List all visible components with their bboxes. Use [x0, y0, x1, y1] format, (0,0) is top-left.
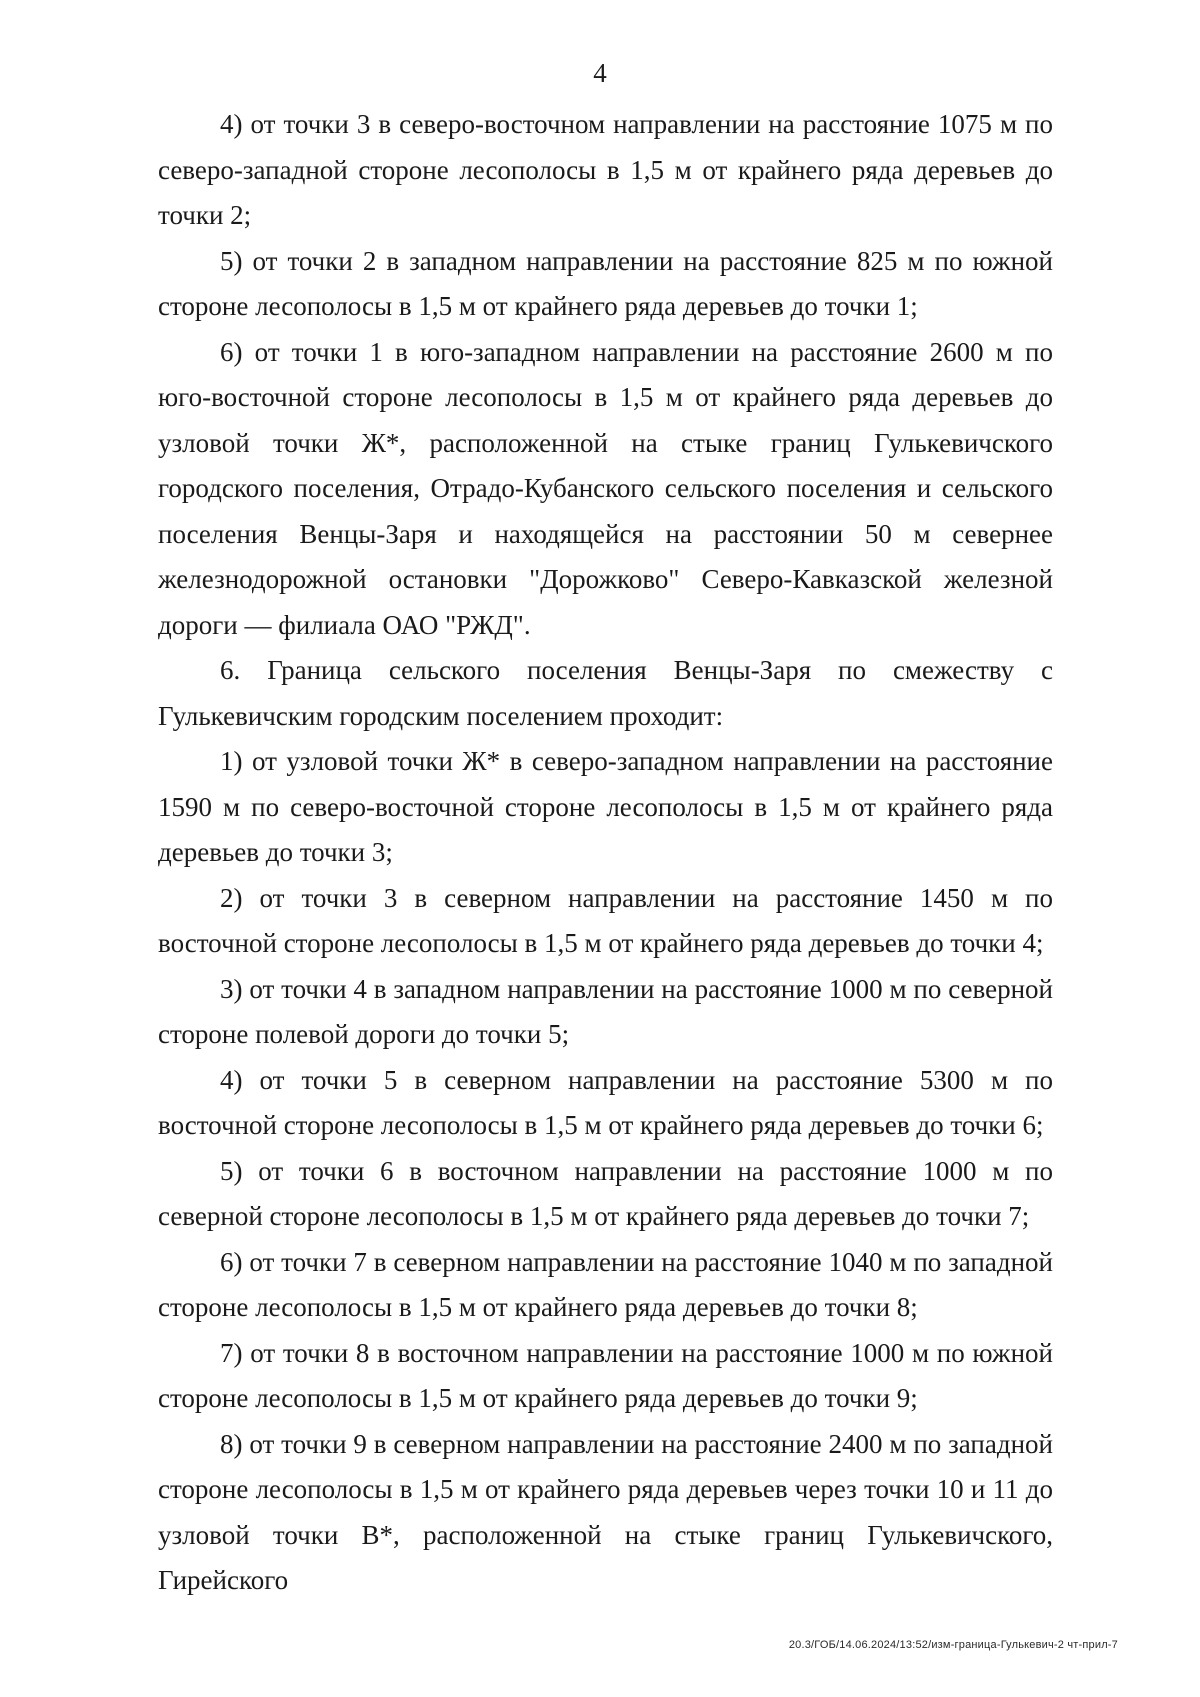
body-text-column	[158, 102, 1053, 1604]
paragraph: 5) от точки 2 в западном направлении на расстояние 825 м по южной стороне лесополосы в 1,5 м от крайнего ряда деревьев до точки 1;	[158, 245, 1053, 321]
paragraph: 1) от узловой точки Ж* в северо-западном направлении на расстояние 1590 м по северо-восточной стороне лесополосы в 1,5 м от крайнего ряда деревьев до точки 3;	[158, 746, 1053, 867]
paragraph: 7) от точки 8 в восточном направлении на расстояние 1000 м по южной стороне лесополосы в 1,5 м от крайнего ряда деревьев до точки 9;	[158, 1337, 1053, 1413]
section-heading-paragraph: 6. Граница сельского поселения Венцы-Заря по смежеству с Гулькевичским городским поселением проходит:	[158, 655, 1053, 731]
paragraph: 8) от точки 9 в северном направлении на расстояние 2400 м по западной стороне лесополосы в 1,5 м от крайнего ряда деревьев через точки 10 и 11 до узловой точки В*, расположенной на стыке границ Гулькевичского, Гирейского	[158, 1428, 1053, 1595]
document-footer-code: 20.3/ГОБ/14.06.2024/13:52/изм-граница-Гулькевич-2 чт-прил-7	[788, 1639, 1118, 1651]
paragraph: 6) от точки 7 в северном направлении на расстояние 1040 м по западной стороне лесополосы в 1,5 м от крайнего ряда деревьев до точки 8;	[158, 1246, 1053, 1322]
paragraph: 5) от точки 6 в восточном направлении на расстояние 1000 м по северной стороне лесополосы в 1,5 м от крайнего ряда деревьев до точки 7;	[158, 1155, 1053, 1231]
paragraph: 4) от точки 3 в северо-восточном направлении на расстояние 1075 м по северо-западной стороне лесополосы в 1,5 м от крайнего ряда деревьев до точки 2;	[158, 109, 1053, 230]
paragraph: 2) от точки 3 в северном направлении на расстояние 1450 м по восточной стороне лесополосы в 1,5 м от крайнего ряда деревьев до точки 4;	[158, 882, 1053, 958]
page-number: 4	[593, 58, 607, 88]
paragraph: 6) от точки 1 в юго-западном направлении на расстояние 2600 м по юго-восточной стороне лесополосы в 1,5 м от крайнего ряда деревьев до узловой точки Ж*, расположенной на стыке границ Гулькевичского городского поселения, Отрадо-Кубанского сельского поселения и сельского поселения Венцы-Заря и находящейся на расстоянии 50 м севернее железнодорожной остановки "Дорожково" Северо-Кавказской железной дороги — филиала ОАО "РЖД".	[158, 336, 1053, 640]
paragraph: 3) от точки 4 в западном направлении на расстояние 1000 м по северной стороне полевой дороги до точки 5;	[158, 973, 1053, 1049]
paragraph: 4) от точки 5 в северном направлении на расстояние 5300 м по восточной стороне лесополосы в 1,5 м от крайнего ряда деревьев до точки 6;	[158, 1064, 1053, 1140]
